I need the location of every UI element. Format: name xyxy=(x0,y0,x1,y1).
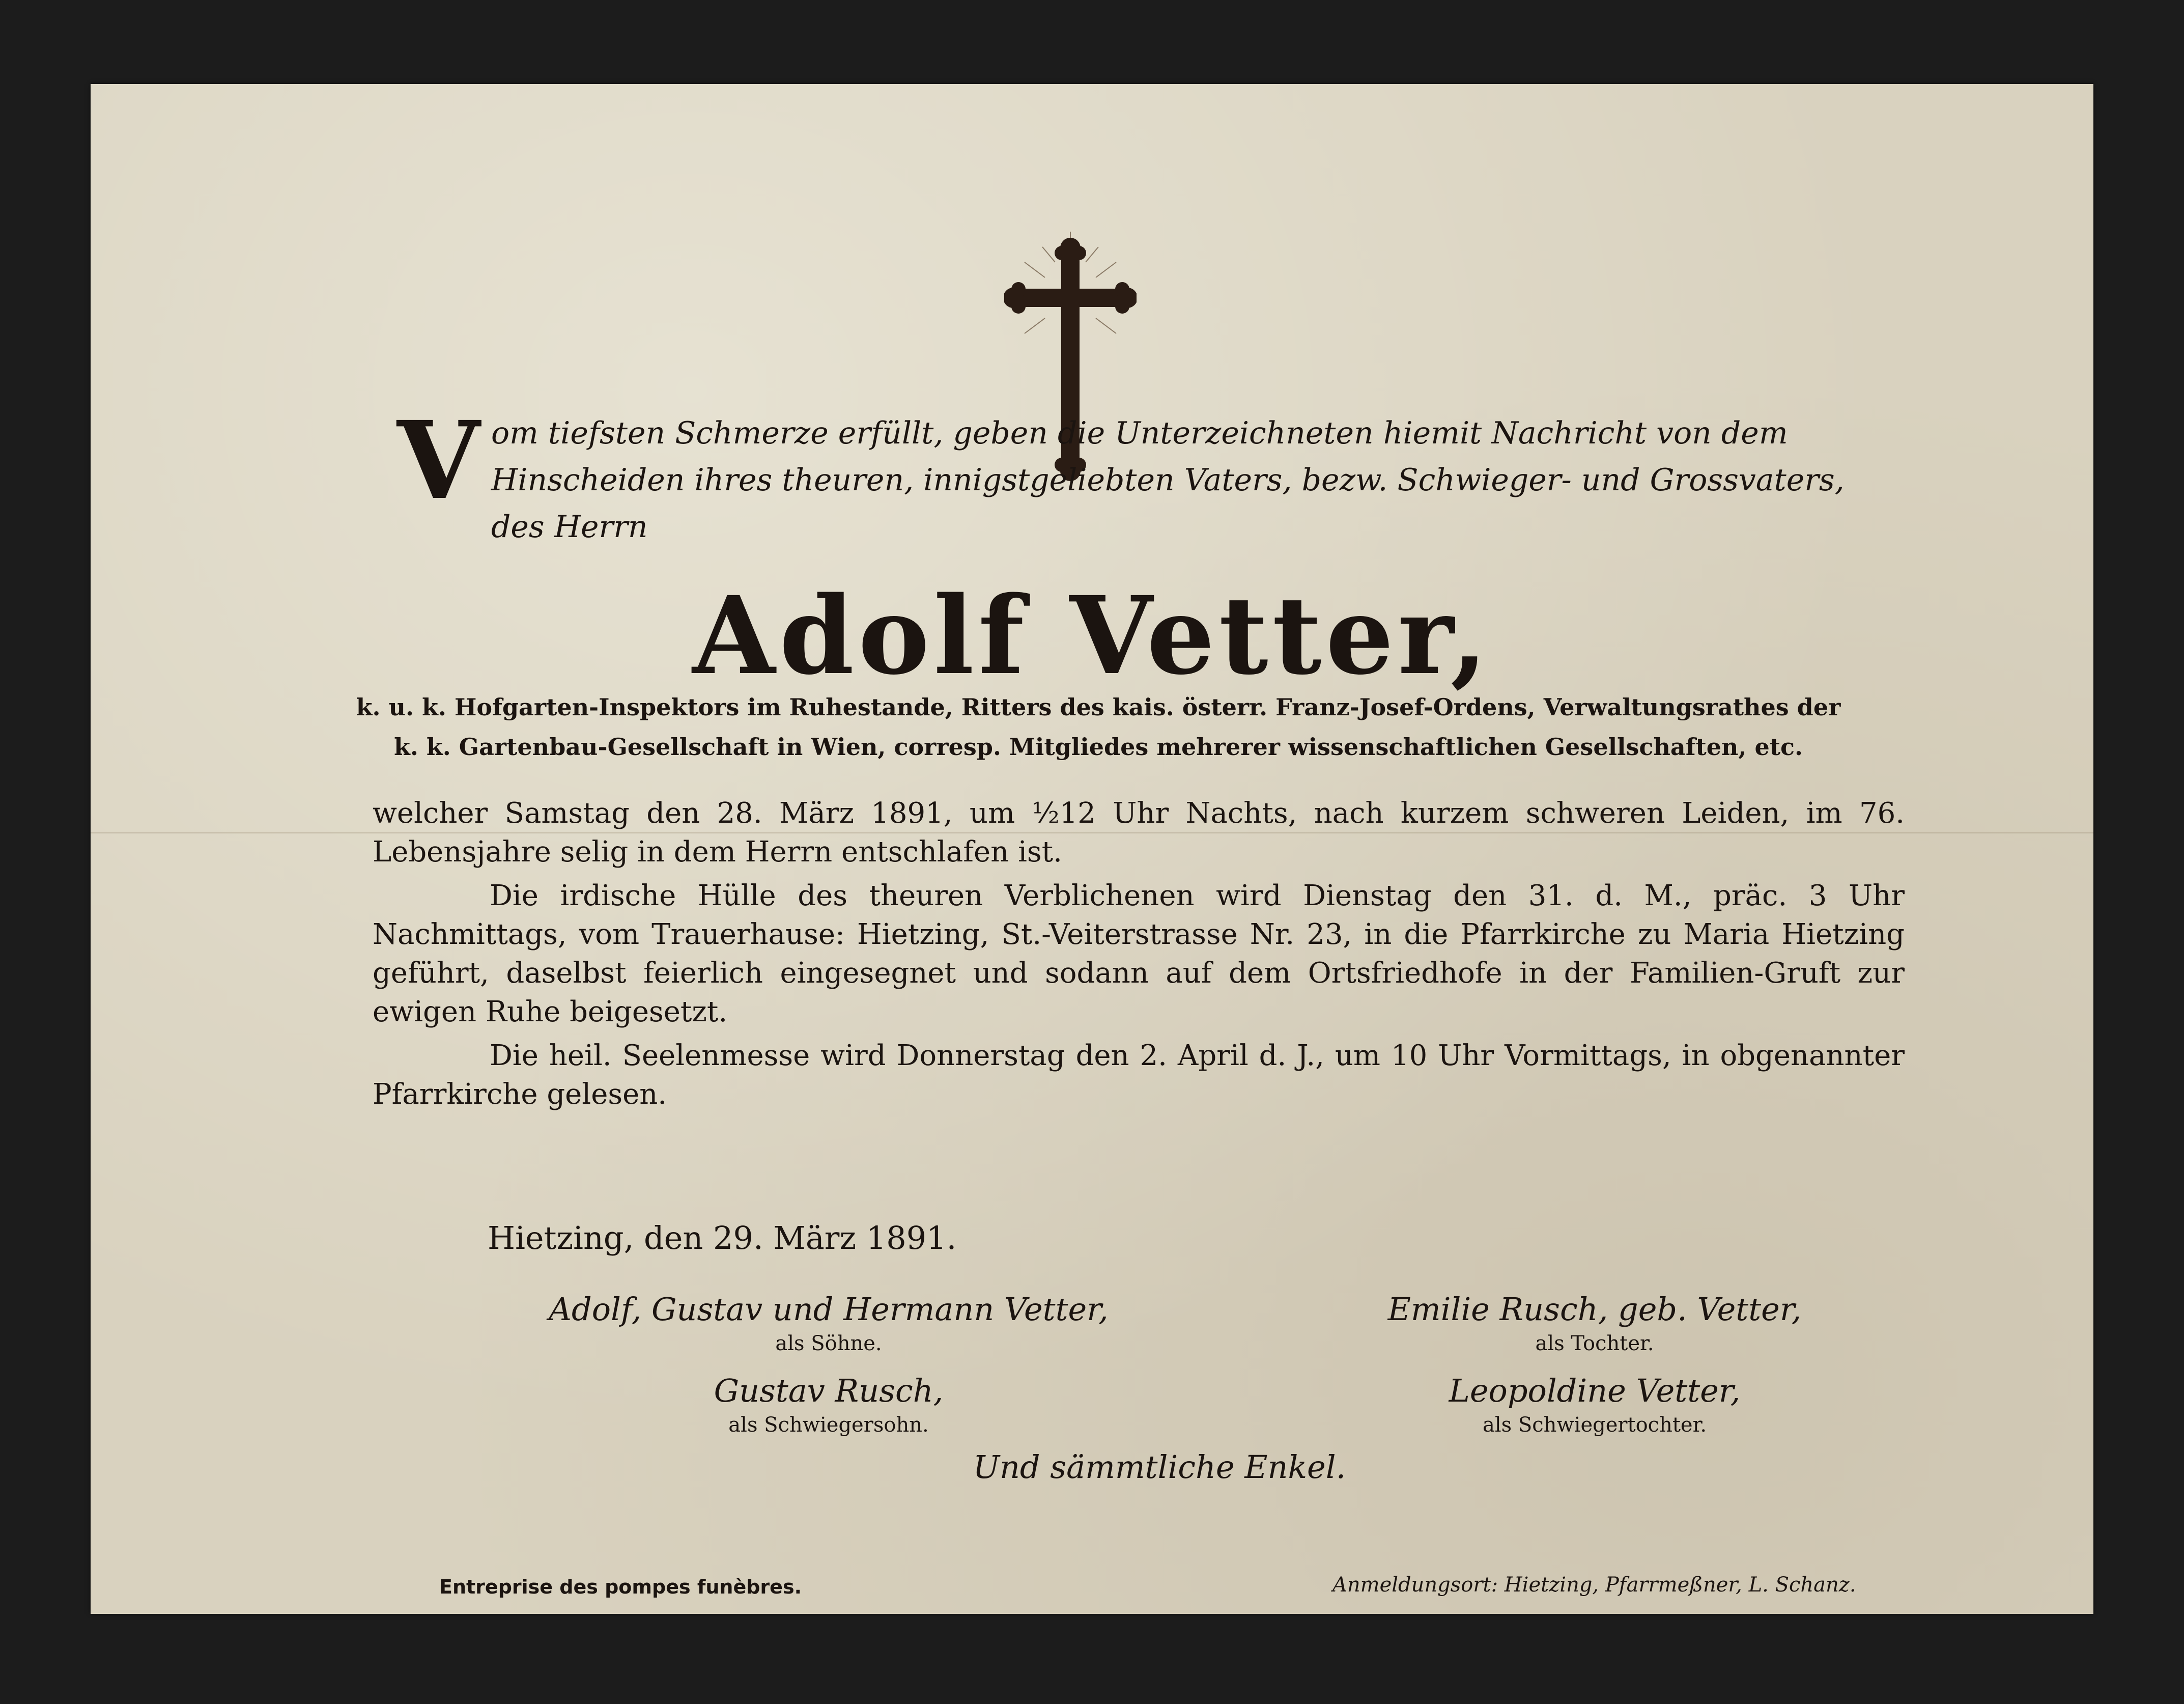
body-paragraph-death: welcher Samstag den 28. März 1891, um ½12 Uhr Nachts, nach kurzem schweren Leiden, im 76. Lebensjahre selig in dem Herrn entschlafen ist. xyxy=(373,797,1905,869)
signatory-role: als Söhne. xyxy=(775,1332,882,1355)
intro-initial: V xyxy=(397,398,480,523)
signatory-name: Emilie Rusch, geb. Vetter, xyxy=(1387,1291,1802,1328)
titles-line-1: k. u. k. Hofgarten-Inspektors im Ruhestande, Ritters des kais. österr. Franz-Josef-Ordens, Verwaltungsrathes der xyxy=(356,693,1841,721)
signatory-role: als Schwiegertochter. xyxy=(1482,1413,1707,1437)
deceased-titles xyxy=(335,687,1862,767)
signatory-role: als Tochter. xyxy=(1535,1332,1654,1355)
signatory-daughter-in-law xyxy=(1327,1372,1862,1437)
notice-body xyxy=(373,794,1905,1119)
signatory-name: Adolf, Gustav und Hermann Vetter, xyxy=(549,1291,1109,1328)
intro-text: om tiefsten Schmerze erfüllt, geben die Unterzeichneten hiemit Nachricht von dem Hinscheiden ihres theuren, innigstgeliebten Vaters, bezw. Schwieger- und Grossvaters, des Herrn xyxy=(491,415,1845,545)
signatory-role: als Schwiegersohn. xyxy=(728,1413,929,1437)
titles-line-2: k. k. Gartenbau-Gesellschaft in Wien, corresp. Mitgliedes mehrerer wissenschaftlichen Gesellschaften, etc. xyxy=(393,733,1803,761)
signatory-daughter xyxy=(1277,1291,1913,1355)
footer-registration: Anmeldungsort: Hietzing, Pfarrmeßner, L. Schanz. xyxy=(1332,1573,1856,1597)
intro-paragraph xyxy=(397,398,1898,550)
footer-undertaker: Entreprise des pompes funèbres. xyxy=(439,1576,802,1598)
signatory-sons xyxy=(498,1291,1159,1355)
signatory-name: Und sämmtliche Enkel. xyxy=(973,1448,1346,1486)
place-date: Hietzing, den 29. März 1891. xyxy=(488,1219,957,1256)
signatory-name: Gustav Rusch, xyxy=(714,1372,944,1409)
signatory-grandchildren xyxy=(905,1448,1414,1486)
deceased-name: Adolf Vetter, xyxy=(692,573,1492,699)
body-paragraph-mass: Die heil. Seelenmesse wird Donnerstag den 2. April d. J., um 10 Uhr Vormittags, in obgenannter Pfarrkirche gelesen. xyxy=(373,1039,1905,1111)
body-paragraph-funeral: Die irdische Hülle des theuren Verblichenen wird Dienstag den 31. d. M., präc. 3 Uhr Nachmittags, vom Trauerhause: Hietzing, St.-Veiterstrasse Nr. 23, in die Pfarrkirche zu Maria Hietzing geführt, daselbst feierlich eingesegnet und sodann auf dem Ortsfriedhofe in der Familien-Gruft zur ewigen Ruhe beigesetzt. xyxy=(373,879,1905,1028)
obituary-notice xyxy=(91,84,2093,1614)
signatory-name: Leopoldine Vetter, xyxy=(1449,1372,1741,1409)
signatory-son-in-law xyxy=(574,1372,1083,1437)
